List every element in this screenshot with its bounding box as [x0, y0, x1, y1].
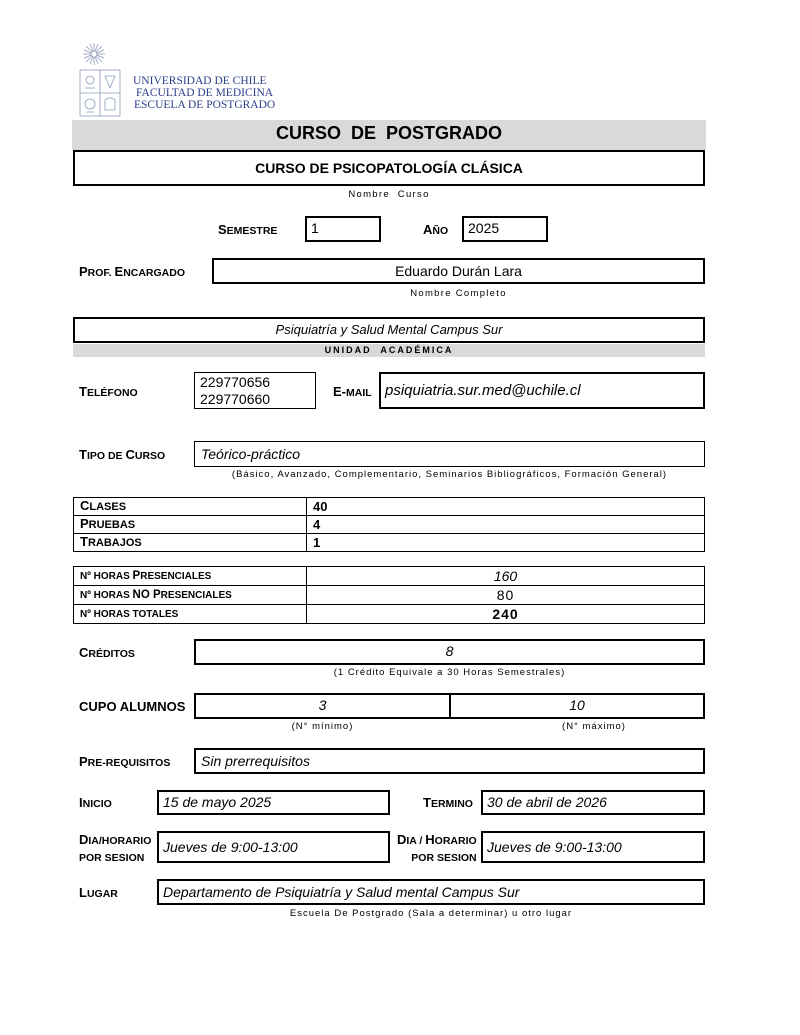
schedule2-value: Jueves de 9:00-13:00 [487, 839, 622, 855]
hours-label: Nº HORAS NO PRESENCIALES [74, 586, 307, 605]
semester-label: SEMESTRE [218, 222, 278, 237]
schedule1-value: Jueves de 9:00-13:00 [163, 839, 298, 855]
activity-value[interactable]: 40 [307, 498, 705, 516]
course-name-caption: Nombre Curso [348, 189, 430, 200]
university-name: UNIVERSIDAD DE CHILE [133, 75, 267, 87]
end-value: 30 de abril de 2026 [487, 794, 607, 810]
prereq-label: PRE-REQUISITOS [79, 754, 171, 769]
activities-table [73, 497, 705, 552]
start-label: INICIO [79, 795, 112, 810]
course-type-caption: (Básico, Avanzado, Complementario, Seminarios Bibliográficos, Formación General) [231, 469, 668, 480]
faculty-name: FACULTAD DE MEDICINA [136, 87, 274, 99]
professor-caption: Nombre Completo [410, 288, 507, 299]
activities-row-clases [74, 498, 705, 516]
phone-value-1: 229770656 [200, 374, 271, 390]
hours-row-no-presenciales [74, 586, 705, 605]
place-value: Departamento de Psiquiatría y Salud mental Campus Sur [163, 884, 520, 900]
quota-min-caption: (N° mínimo) [291, 721, 354, 732]
semester-value: 1 [311, 220, 319, 236]
place-label: LUGAR [79, 885, 118, 900]
hours-label: Nº HORAS TOTALES [74, 605, 307, 624]
hours-table [73, 566, 705, 624]
email-value: psiquiatria.sur.med@uchile.cl [385, 382, 581, 399]
credits-label: CRÉDITOS [79, 645, 135, 660]
activity-value[interactable]: 1 [307, 534, 705, 552]
activity-label: PRUEBAS [74, 516, 307, 534]
email-label: E-MAIL [333, 384, 372, 399]
credits-caption: (1 Crédito Equivale a 30 Horas Semestrales) [333, 667, 566, 678]
activities-row-pruebas [74, 516, 705, 534]
activities-row-trabajos [74, 534, 705, 552]
hours-value[interactable]: 240 [307, 605, 705, 624]
phone-value-2: 229770660 [200, 391, 271, 407]
quota-label: CUPO ALUMNOS [79, 699, 186, 714]
place-caption: Escuela De Postgrado (Sala a determinar) u otro lugar [289, 908, 573, 919]
professor-label: PROF. ENCARGADO [79, 264, 186, 279]
quota-min-value: 3 [318, 697, 327, 713]
schedule2-label: DIA / HORARIO POR SESION [397, 832, 477, 864]
hours-label: Nº HORAS PRESENCIALES [74, 567, 307, 586]
end-label: TERMINO [423, 795, 473, 810]
unit-caption: UNIDAD ACADÉMICA [324, 345, 454, 355]
quota-max-caption: (N° máximo) [562, 721, 626, 732]
schedule1-label: DIA/HORARIO POR SESION [79, 832, 152, 864]
page-title: CURSO DE POSTGRADO [275, 123, 503, 143]
course-type-value: Teórico-práctico [201, 446, 301, 462]
activity-label: CLASES [74, 498, 307, 516]
prereq-value: Sin prerrequisitos [201, 753, 310, 769]
school-name: ESCUELA DE POSTGRADO [134, 99, 276, 111]
course-type-label: TIPO DE CURSO [79, 447, 166, 462]
start-value: 15 de mayo 2025 [163, 794, 272, 810]
phone-label: TELÉFONO [79, 384, 138, 399]
university-logo [76, 42, 126, 120]
year-value: 2025 [468, 220, 500, 236]
activity-value[interactable]: 4 [307, 516, 705, 534]
hours-value[interactable]: 160 [307, 567, 705, 586]
unit-value: Psiquiatría y Salud Mental Campus Sur [275, 322, 503, 337]
activity-label: TRABAJOS [74, 534, 307, 552]
year-label: AÑO [423, 222, 449, 237]
credits-value: 8 [445, 643, 454, 659]
hours-row-totales [74, 605, 705, 624]
course-name: CURSO DE PSICOPATOLOGÍA CLÁSICA [255, 160, 523, 176]
hours-value[interactable]: 80 [307, 586, 705, 605]
professor-value: Eduardo Durán Lara [395, 263, 522, 279]
quota-max-value: 10 [569, 697, 585, 713]
hours-row-presenciales [74, 567, 705, 586]
